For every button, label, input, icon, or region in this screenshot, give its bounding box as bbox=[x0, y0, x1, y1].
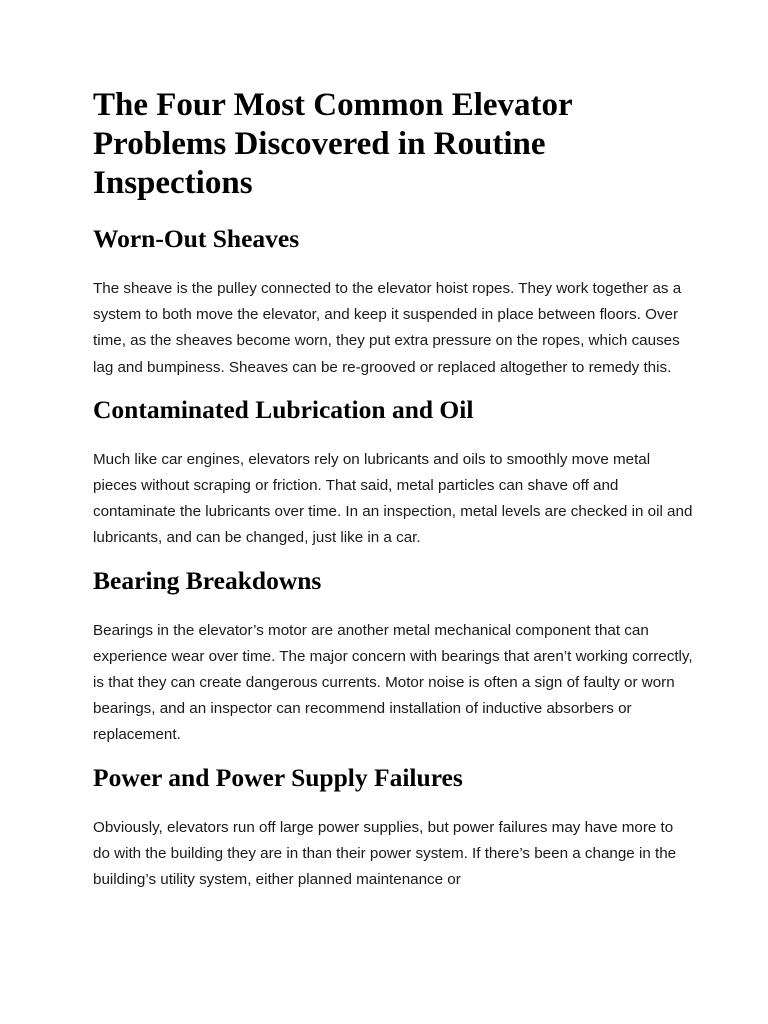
document-title: The Four Most Common Elevator Problems Discovered in Routine Inspections bbox=[93, 87, 573, 201]
section-worn-out-sheaves bbox=[93, 223, 693, 381]
section-heading: Contaminated Lubrication and Oil bbox=[93, 394, 474, 424]
section-paragraph: Much like car engines, elevators rely on lubricants and oils to smoothly move metal pieces without scraping or friction. That said, metal particles can shave off and contaminate the lubricants over time. In an inspection, metal levels are checked in oil and lubricants, and can be changed, just like in a car. bbox=[93, 450, 693, 547]
section-contaminated-lubrication bbox=[93, 394, 693, 552]
section-paragraph: Bearings in the elevator’s motor are another metal mechanical component that can experience wear over time. The major concern with bearings that aren’t working correctly, is that they can create dangerous currents. Motor noise is often a sign of faulty or worn bearings, and an inspector can recommend installation of inductive absorbers or replacement. bbox=[93, 621, 693, 744]
document-page bbox=[93, 86, 693, 906]
section-bearing-breakdowns bbox=[93, 565, 693, 749]
section-heading: Bearing Breakdowns bbox=[93, 565, 322, 595]
section-heading: Worn-Out Sheaves bbox=[93, 224, 300, 253]
section-paragraph: The sheave is the pulley connected to the elevator hoist ropes. They work together as a system to both move the elevator, and keep it suspended in place between floors. Over time, as the sheaves become worn, they put extra pressure on the ropes, which causes lag and bumpiness. Sheaves can be re-grooved or replaced altogether to remedy this. bbox=[93, 280, 682, 376]
section-paragraph: Obviously, elevators run off large power supplies, but power failures may have more to do with the building they are in than their power system. If there’s been a change in the building’s utility system, either planned maintenance or bbox=[93, 818, 677, 889]
section-heading: Power and Power Supply Failures bbox=[93, 762, 463, 792]
section-power-failures bbox=[93, 762, 693, 894]
